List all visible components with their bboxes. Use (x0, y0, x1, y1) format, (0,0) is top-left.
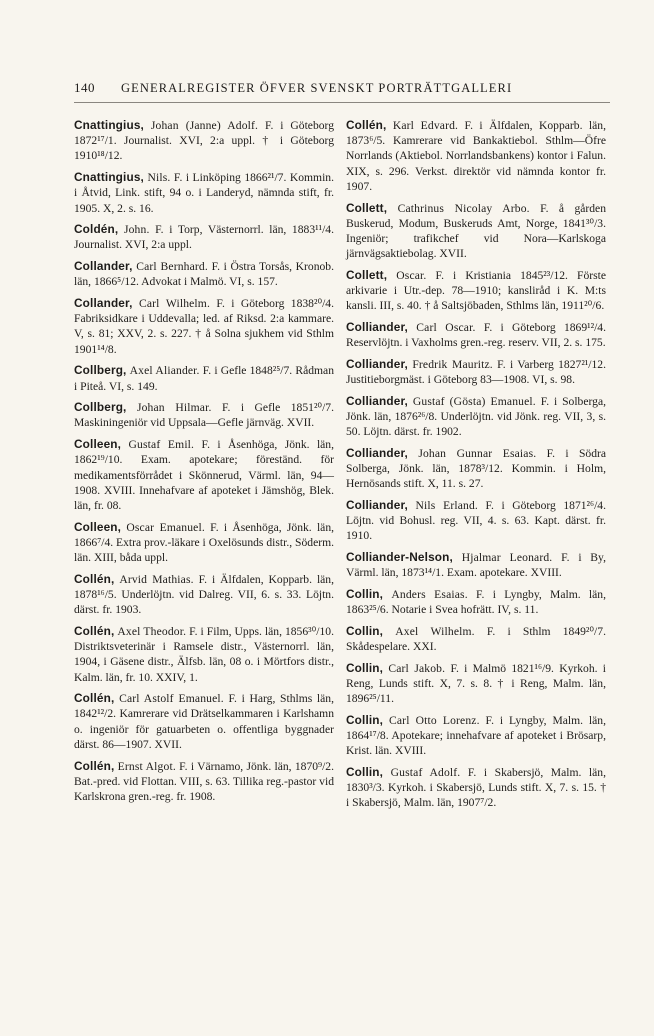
register-entry (346, 550, 606, 580)
entry-details: F. i Lyngby, Malm. län, 1864¹⁷/8. Apotekare; innehafvare af apoteket i Brösarp, Krist. län. XVIII. (346, 713, 606, 758)
entry-surname: Collin, (346, 660, 384, 675)
entry-details: F. i Åsenhöga, Jönk. län, 1862¹⁹/10. Exam. apotekare; föreständ. för medikamentsförrådet i Skönnerud, Värml. län, 94—1908. XVIII. Innehafvare af apoteket i Jämshög, Blek. län, fr. 08. (74, 438, 335, 512)
register-entry (346, 446, 606, 492)
register-entry (74, 437, 334, 513)
entry-details: F. i By, Värml. län, 1873¹⁴/1. Exam. apotekare. XVIII. (346, 551, 606, 580)
entry-surname: Colliander, (346, 319, 408, 334)
entry-given-names: Nils Erland. (415, 498, 478, 512)
page-header (74, 80, 610, 103)
entry-given-names: Carl Astolf Emanuel. (119, 692, 224, 706)
entry-given-names: John. (123, 223, 150, 237)
entry-surname: Collén, (74, 758, 115, 773)
register-entry (346, 624, 606, 654)
entry-surname: Collén, (346, 118, 387, 132)
entry-details: F. i Södra Solberga, Jönk. län, 1878³/12. Kommin. i Holm, Hernösands stift. X, 11. s. 27. (346, 446, 607, 491)
register-entry (346, 765, 606, 811)
left-column (74, 118, 334, 811)
entry-surname: Collberg, (74, 400, 127, 415)
entry-given-names: Johan Hilmar. (136, 401, 212, 415)
page-number: 140 (74, 80, 95, 95)
entry-given-names: Carl Otto Lorenz. (389, 713, 480, 727)
entry-surname: Collén, (74, 691, 115, 706)
entry-surname: Colleen, (74, 437, 122, 452)
entry-details: F. i Östra Torsås, Kronob. län, 1866⁵/12. Advokat i Malmö. VI, s. 157. (74, 260, 334, 289)
entry-given-names: Nils. (147, 171, 171, 185)
entry-details: F. i Värnamo, Jönk. län, 1870⁹/2. Bat.-pred. vid Flottan. VIII, s. 63. Tillika reg.-pastor vid Karlskrona gren.-reg. fr. 1908. (74, 759, 334, 803)
entry-surname: Collén, (74, 623, 115, 638)
entry-details: F. i Harg, Sthlms län, 1842¹²/2. Kamrerare vid Drätselkammaren i Karlshamn o. ingeniör för gatuarbeten o. offentliga byggnader därst. 86—1907. XVII. (74, 692, 334, 751)
entry-details: F. i Göteborg 1838²⁰/4. Fabriksidkare i Uddevalla; led. af Riksd. 2:a kammare. V, s. 81; XXV, 2. s. 227. † å Solna sjukhem vid Sthlm 1901¹⁴/8. (74, 297, 335, 356)
entry-details: F. å gården Buskerud, Modum, Buskeruds Amt, Norge, 1841³⁰/3. Ingeniör; trafikchef vid Nora—Karlskoga järnvägsaktiebolag. XVII. (346, 201, 607, 261)
entry-given-names: Anders Esaias. (391, 587, 468, 601)
entry-surname: Collett, (346, 200, 388, 215)
entry-details: F. i Göteborg 1871²⁶/4. Löjtn. vid Bohusl. reg. VII, 4. s. 63. Kapt. därst. fr. 1910. (346, 498, 606, 543)
register-entry (74, 520, 334, 566)
entry-surname: Collander, (74, 259, 133, 274)
entry-details: F. i Älfdalen, Kopparb. län, 1878¹⁶/5. Underlöjtn. vid Dalreg. VII, 6. s. 33. Löjtn. därst. fr. 1903. (74, 572, 335, 617)
entry-given-names: Ernst Algot. (117, 759, 176, 773)
right-column (346, 118, 606, 817)
entry-given-names: Oscar Emanuel. (126, 520, 205, 534)
entry-details: F. i Kristiania 1845²³/12. Förste arkivarie i Utr.-dep. 78—1910; kanslіråd i K. M:ts kansli. III, s. 40. † å Saltsjöbaden, Sthlms län, 1911²⁰/6. (346, 268, 607, 313)
entry-details: F. i Linköping 1866²¹/7. Kommin. i Åtvid, Link. stift, 94 o. i Landeryd, nämnda stift, fr. 1905. X, 2. s. 16. (74, 171, 334, 215)
entry-surname: Collin, (346, 586, 384, 601)
register-entry (346, 357, 606, 387)
entry-given-names: Arvid Mathias. (119, 572, 194, 586)
entry-details: F. i Skabersjö, Malm. län, 1830³/3. Kyrkoh. i Skabersjö, Lunds stift. X, 7. s. 15. † i Skabersjö, Malm. län, 1907⁷/2. (346, 766, 606, 810)
register-entry (346, 118, 606, 194)
register-entry (74, 363, 334, 393)
entry-given-names: Hjalmar Leonard. (461, 551, 553, 565)
register-entry (346, 320, 606, 350)
entry-surname: Collberg, (74, 363, 127, 378)
entry-given-names: Cathrinus Nicolay Arbo. (397, 201, 530, 215)
entry-given-names: Axel Wilhelm. (395, 624, 475, 638)
register-entry (74, 222, 334, 252)
register-entry (346, 498, 606, 544)
entry-details: F. i Gefle 1851²⁰/7. Maskiningeniör vid Uppsala—Gefle järnväg. XVII. (74, 401, 334, 430)
entry-surname: Coldén, (74, 222, 119, 237)
entry-surname: Colleen, (74, 519, 122, 534)
register-entry (346, 394, 606, 440)
entry-details: F. i Åsenhöga, Jönk. län, 1866⁷/4. Extra prov.-läkare i Oxelösunds distr., Söderm. län. XIII, båda uppl. (74, 520, 335, 565)
entry-details: F. i Torp, Västernorrl. län, 1883¹¹/4. Journalist. XVI, 2:a uppl. (74, 223, 334, 252)
entry-details: F. i Malmö 1821¹⁶/9. Kyrkoh. i Reng, Lunds stift. X, 7. s. 8. † i Reng, Malm. län, 1896²⁵/11. (346, 661, 606, 706)
entry-given-names: Fredrik Mauritz. (412, 357, 493, 371)
entry-details: F. i Älfdalen, Kopparb. län, 1873⁶/5. Kamrerare vid Bankaktiebol. Sthlm—Öfre Norrlands (Aktiebol. Norrlandsbankens) kontor i Falun. XIX, s. 296. Verkst. direktör vid nämnda kontor fr. 1907. (346, 119, 606, 193)
entry-given-names: Carl Jakob. (388, 661, 446, 675)
register-entry (346, 713, 606, 759)
entry-given-names: Axel Theodor. (117, 624, 187, 638)
register-entry (346, 587, 606, 617)
entry-details: F. i Göteborg 1869¹²/4. Reservlöjtn. i Vaxholms gren.-reg. reserv. VII, 2. s. 175. (346, 320, 606, 350)
entry-given-names: Axel Aliander. (129, 364, 200, 378)
register-entry (346, 268, 606, 314)
register-entry (74, 259, 334, 289)
entry-given-names: Oscar. (396, 268, 427, 282)
entry-given-names: Karl Edvard. (392, 119, 459, 132)
entry-given-names: Carl Bernhard. (136, 260, 208, 274)
entry-surname: Colliander, (346, 497, 408, 512)
entry-given-names: Carl Oscar. (416, 320, 476, 334)
entry-given-names: Gustaf Adolf. (390, 766, 461, 780)
entry-surname: Collett, (346, 267, 388, 282)
entry-details: F. i Film, Upps. län, 1856³⁰/10. Distriktsveterinär i Ramsele distr., Västernorrl. län, 1904, i Gäsene distr., Älfsb. län, 08 o. i Mörtfors distr., Kalm. län, fr. 10. XXIV, 1. (74, 624, 334, 684)
entry-given-names: Gustaf Emil. (128, 438, 195, 452)
entry-surname: Collin, (346, 712, 384, 727)
entry-details: F. i Göteborg 1872¹⁷/1. Journalist. XVI, 2:a uppl. † i Göteborg 1910¹⁸/12. (74, 119, 334, 163)
entry-details: F. i Solberga, Jönk. län, 1876²⁶/8. Underlöjtn. vid Jönk. reg. VII, 3, s. 50. Löjtn. därst. fr. 1902. (346, 394, 606, 439)
entry-details: F. i Lyngby, Malm. län, 1863²⁵/6. Notarie i Svea hofrätt. IV, s. 11. (346, 587, 606, 617)
entry-given-names: Gustaf (Gösta) Emanuel. (412, 394, 536, 408)
entry-surname: Collin, (346, 623, 384, 638)
entry-surname: Colliander, (346, 393, 408, 408)
entry-details: F. i Varberg 1827²¹/12. Justitieborgmäst. i Göteborg 83—1908. VI, s. 98. (346, 357, 606, 387)
register-entry (74, 170, 334, 216)
entry-surname: Cnattingius, (74, 170, 144, 185)
entry-surname: Colliander, (346, 445, 408, 460)
register-entry (74, 759, 334, 805)
register-entry (74, 691, 334, 752)
entry-given-names: Carl Wilhelm. (138, 297, 211, 311)
entry-surname: Colliander-Nelson, (346, 550, 453, 565)
register-entry (74, 624, 334, 685)
running-title: GENERALREGISTER ÖFVER SVENSKT PORTRÄTTGALLERI (121, 81, 513, 95)
entry-surname: Colliander, (346, 356, 408, 371)
entry-given-names: Johan (Janne) Adolf. (150, 119, 259, 132)
register-entry (74, 400, 334, 430)
entry-details: F. i Gefle 1848²⁵/7. Rådman i Piteå. VI, s. 149. (74, 364, 334, 393)
entry-surname: Collander, (74, 296, 133, 311)
register-entry (74, 118, 334, 164)
entry-surname: Cnattingius, (74, 118, 144, 132)
entry-given-names: Johan Gunnar Esaias. (418, 446, 537, 460)
register-entry (74, 572, 334, 618)
entry-surname: Collén, (74, 571, 115, 586)
register-entry (346, 661, 606, 707)
register-entry (74, 296, 334, 357)
register-entry (346, 201, 606, 262)
entry-details: F. i Sthlm 1849²⁰/7. Skådespelare. XXI. (346, 624, 606, 654)
entry-surname: Collin, (346, 765, 384, 780)
